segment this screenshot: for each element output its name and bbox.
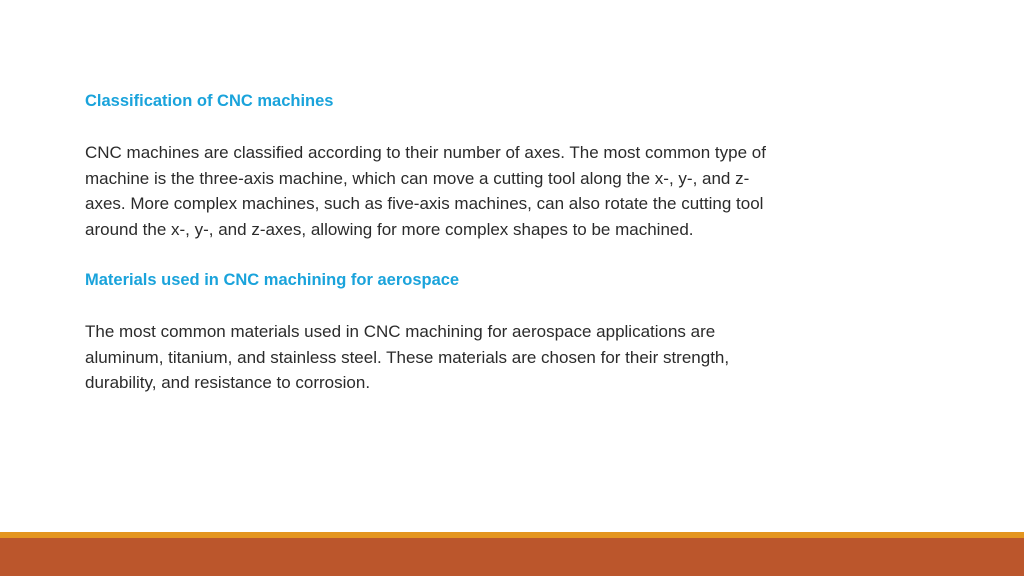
spacer	[85, 293, 885, 319]
paragraph-line: CNC machines are classified according to their number of axes. The most common type of	[85, 143, 766, 162]
footer-band	[0, 538, 1024, 576]
paragraph-line: aluminum, titanium, and stainless steel. These materials are chosen for their strength,	[85, 347, 730, 367]
spacer	[85, 114, 885, 140]
paragraph-line: around the x-, y-, and z-axes, allowing for more complex shapes to be machined.	[85, 219, 694, 239]
paragraph-line: machine is the three-axis machine, which can move a cutting tool along the x-, y-, and z-	[85, 168, 750, 188]
spacer	[85, 242, 885, 268]
paragraph-aerospace-materials	[85, 319, 885, 396]
paragraph-line: durability, and resistance to corrosion.	[85, 373, 371, 392]
section-heading-aerospace-materials: Materials used in CNC machining for aerospace	[85, 271, 460, 289]
section-heading-cnc-classification: Classification of CNC machines	[85, 92, 334, 110]
paragraph-line: The most common materials used in CNC machining for aerospace applications are	[85, 322, 716, 341]
paragraph-cnc-classification	[85, 140, 885, 242]
slide-content	[85, 89, 885, 396]
paragraph-line: axes. More complex machines, such as five-axis machines, can also rotate the cutting tool	[85, 194, 764, 213]
